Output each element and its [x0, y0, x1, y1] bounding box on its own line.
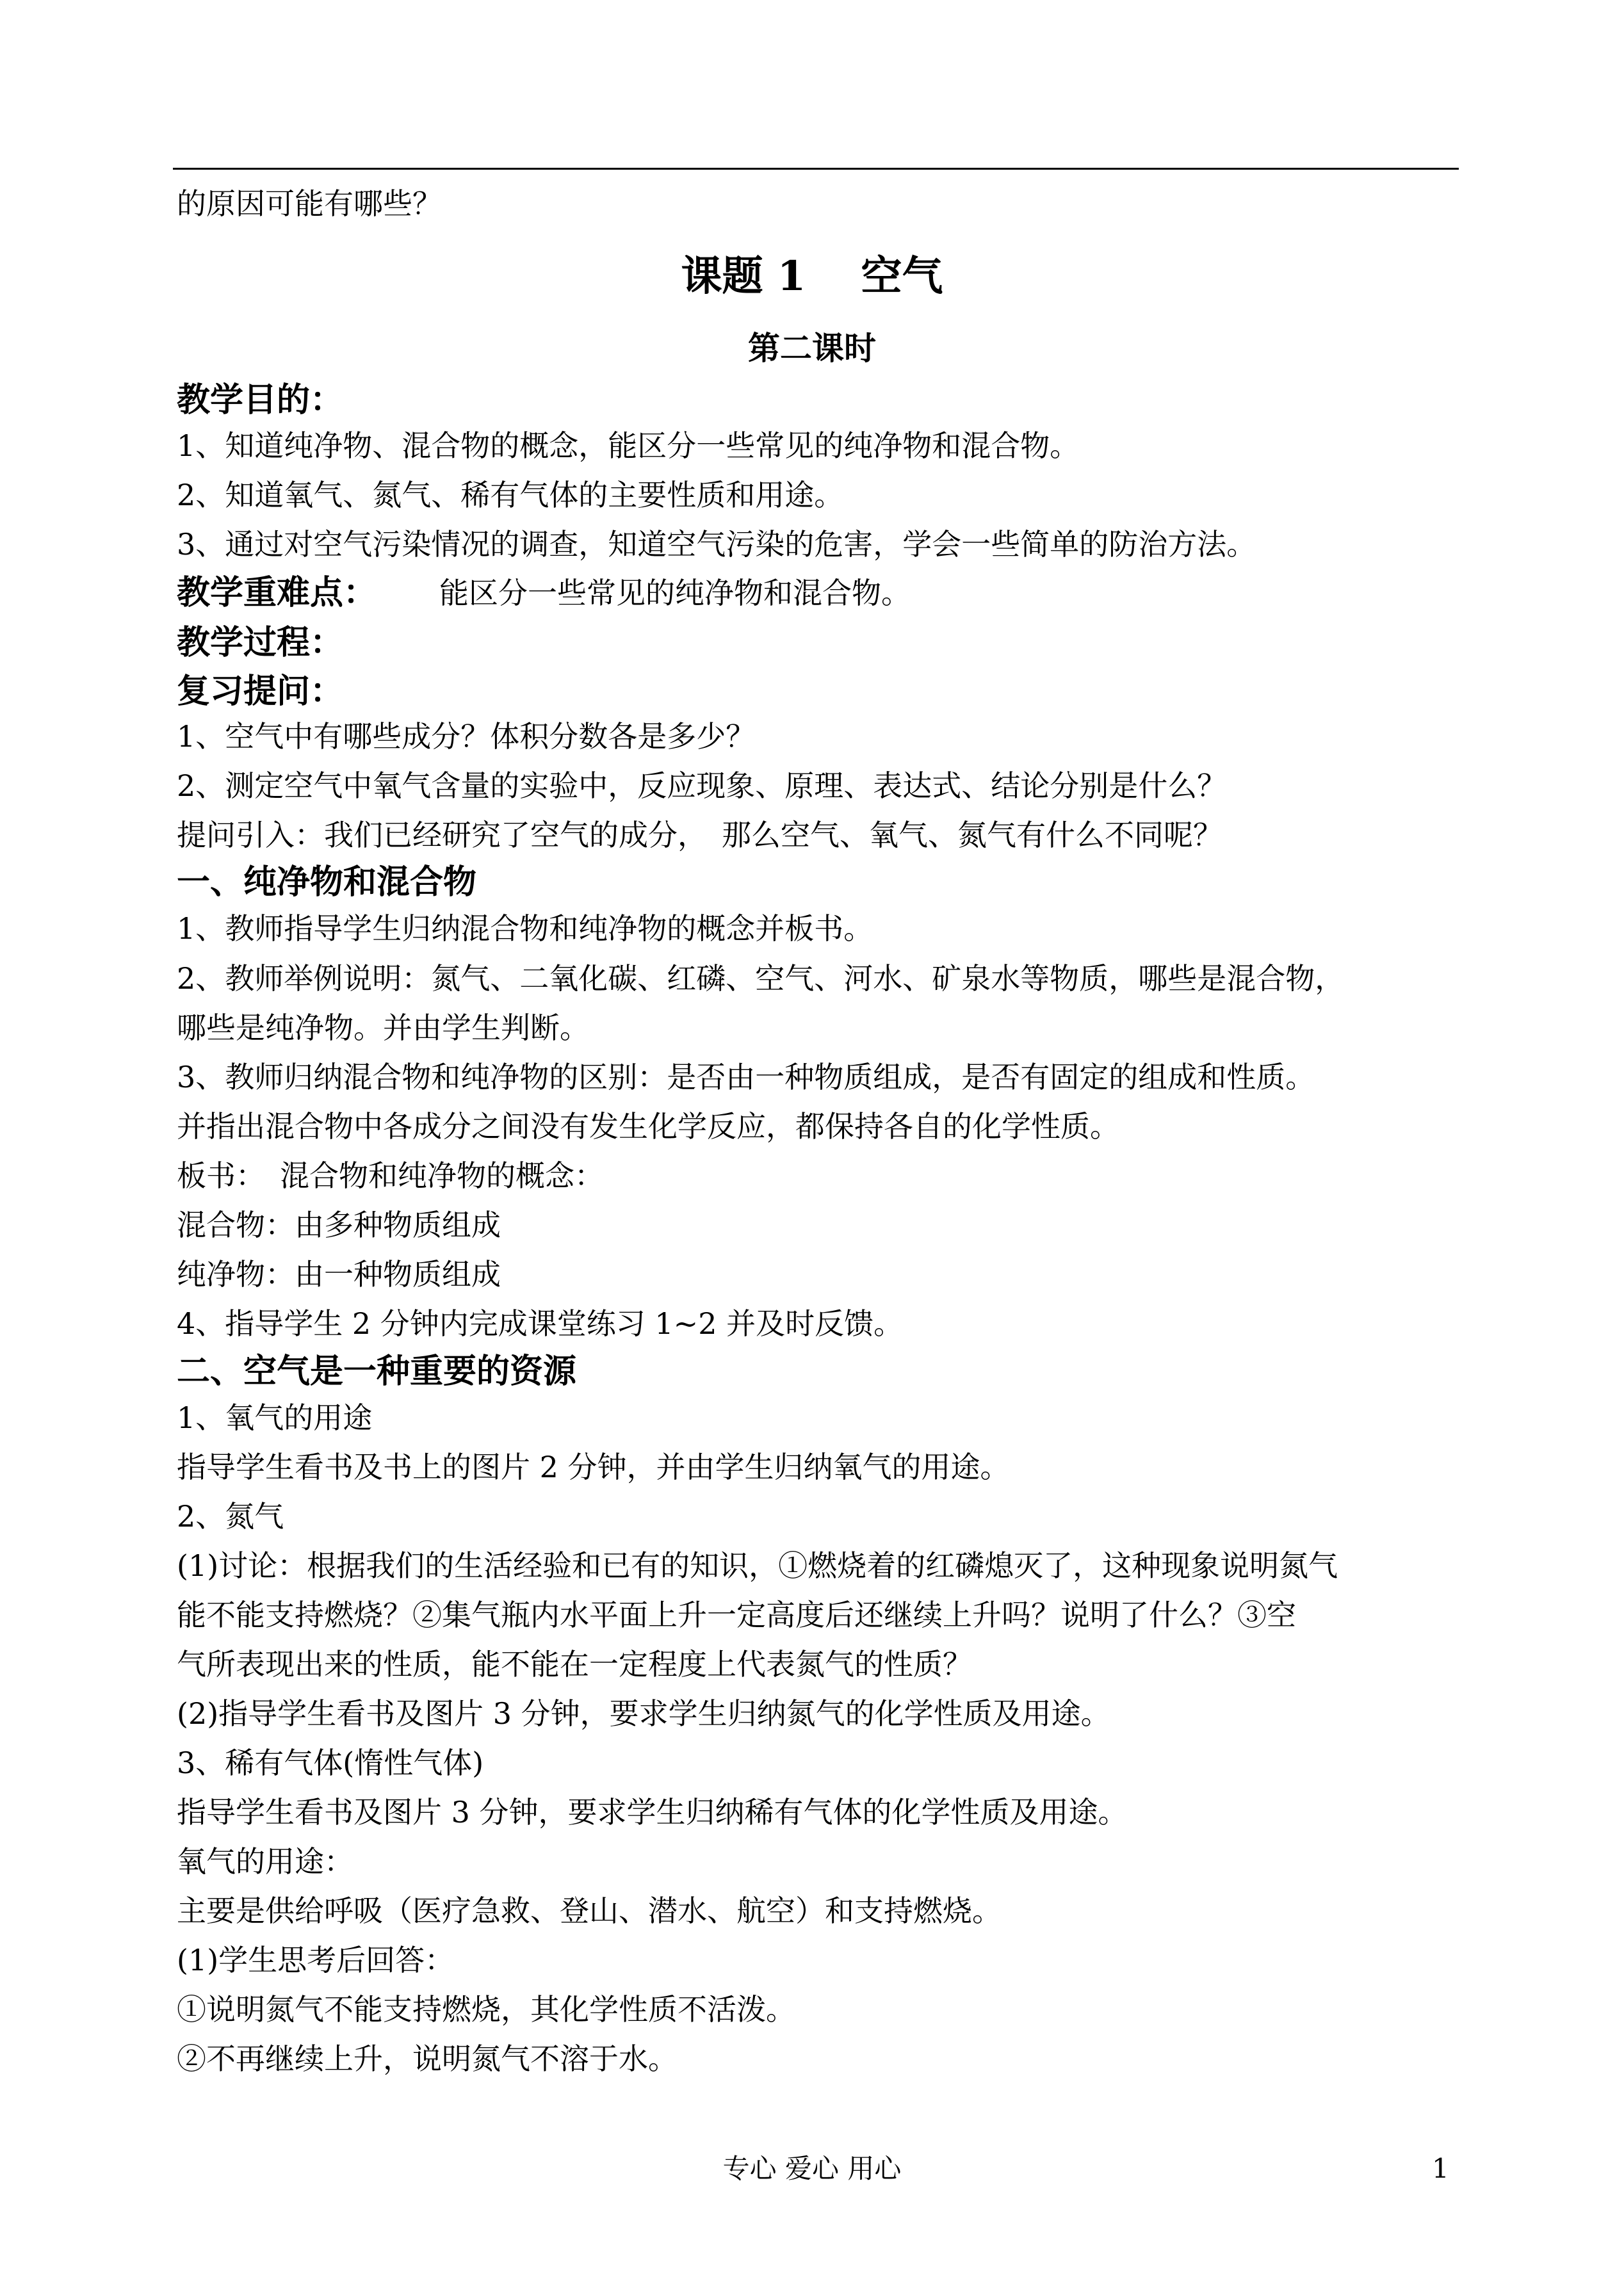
objective-2: 2、知道氧气、氮气、稀有气体的主要性质和用途。: [177, 478, 844, 512]
answer-2: ②不再继续上升，说明氮气不溶于水。: [177, 2041, 678, 2076]
discussion-line-3: 气所表现出来的性质，能不能在一定程度上代表氮气的性质？: [177, 1647, 972, 1682]
section-1-item-3-line-2: 并指出混合物中各成分之间没有发生化学反应，都保持各自的化学性质。: [177, 1109, 1119, 1144]
review-heading: 复习提问：: [177, 672, 344, 711]
header-rule: [173, 168, 1459, 170]
nitrogen-guide: (2)指导学生看书及图片 3 分钟，要求学生归纳氮气的化学性质及用途。: [177, 1696, 1110, 1731]
objective-3: 3、通过对空气污染情况的调查，知道空气污染的危害，学会一些简单的防治方法。: [177, 527, 1256, 562]
board-pure: 纯净物：由一种物质组成: [177, 1257, 501, 1292]
discussion-line-2: 能不能支持燃烧？②集气瓶内水平面上升一定高度后还继续上升吗？说明了什么？③空: [177, 1598, 1296, 1632]
footer-motto: 专心 爱心 用心: [722, 2153, 902, 2184]
lesson-title: 课题 1 空气: [681, 252, 943, 300]
nitrogen-title: 2、氮气: [177, 1499, 284, 1534]
oxygen-guide: 指导学生看书及书上的图片 2 分钟，并由学生归纳氧气的用途。: [177, 1450, 1010, 1484]
review-question-2: 2、测定空气中氧气含量的实验中，反应现象、原理、表达式、结论分别是什么？: [177, 768, 1227, 803]
rare-gas-guide: 指导学生看书及图片 3 分钟，要求学生归纳稀有气体的化学性质及用途。: [177, 1795, 1128, 1829]
key-points-text: 能区分一些常见的纯净物和混合物。: [439, 576, 911, 610]
continued-text: 的原因可能有哪些？: [177, 186, 442, 221]
answer-intro: (1)学生思考后回答：: [177, 1943, 455, 1977]
oxygen-use-text: 主要是供给呼吸（医疗急救、登山、潜水、航空）和支持燃烧。: [177, 1894, 1002, 1928]
discussion-line-1: (1)讨论：根据我们的生活经验和已有的知识，①燃烧着的红磷熄灭了，这种现象说明氮气: [177, 1548, 1338, 1583]
lesson-subtitle: 第二课时: [748, 329, 876, 367]
oxygen-use-label: 氧气的用途：: [177, 1844, 353, 1879]
board-mixture: 混合物：由多种物质组成: [177, 1208, 501, 1242]
oxygen-title: 1、氧气的用途: [177, 1400, 373, 1435]
section-1-item-2-line-1: 2、教师举例说明：氮气、二氧化碳、红磷、空气、河水、矿泉水等物质，哪些是混合物，: [177, 961, 1345, 996]
objectives-heading: 教学目的：: [177, 380, 344, 419]
section-1-item-4: 4、指导学生 2 分钟内完成课堂练习 1~2 并及时反馈。: [177, 1306, 904, 1341]
answer-1: ①说明氮气不能支持燃烧，其化学性质不活泼。: [177, 1992, 795, 2027]
board-label: 板书： 混合物和纯净物的概念：: [177, 1158, 604, 1193]
page-number: 1: [1432, 2153, 1449, 2184]
intro-question: 提问引入：我们已经研究了空气的成分， 那么空气、氧气、氮气有什么不同呢？: [177, 818, 1222, 852]
section-2-heading: 二、空气是一种重要的资源: [177, 1352, 577, 1391]
section-1-heading: 一、纯净物和混合物: [177, 863, 477, 902]
section-1-item-3-line-1: 3、教师归纳混合物和纯净物的区别：是否由一种物质组成，是否有固定的组成和性质。: [177, 1060, 1315, 1094]
section-1-item-2-line-2: 哪些是纯净物。并由学生判断。: [177, 1010, 589, 1045]
section-1-item-1: 1、教师指导学生归纳混合物和纯净物的概念并板书。: [177, 911, 873, 946]
process-heading: 教学过程：: [177, 623, 344, 662]
review-question-1: 1、空气中有哪些成分？体积分数各是多少？: [177, 719, 756, 754]
key-points-heading: 教学重难点：: [177, 573, 377, 612]
rare-gas-title: 3、稀有气体(惰性气体): [177, 1746, 484, 1780]
objective-1: 1、知道纯净物、混合物的概念，能区分一些常见的纯净物和混合物。: [177, 428, 1080, 463]
